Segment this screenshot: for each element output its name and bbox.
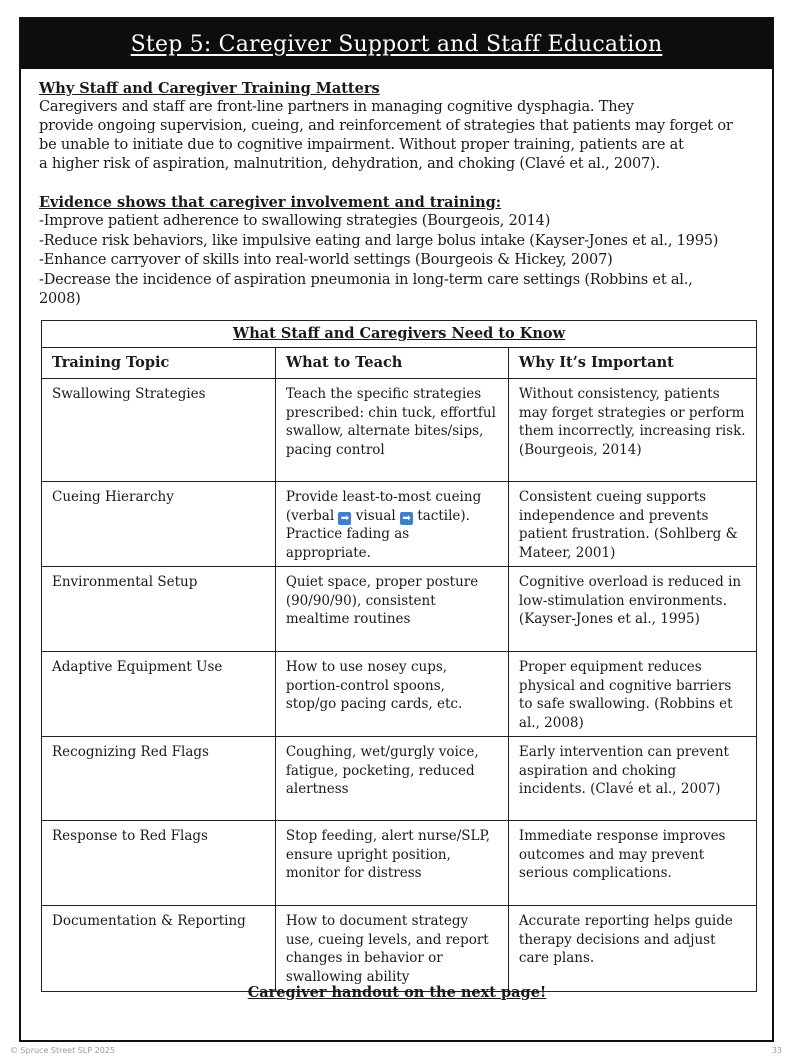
right-arrow-icon: ➡	[338, 512, 351, 525]
evidence-item: -Reduce risk behaviors, like impulsive eating and large bolus intake (Kayser-Jones et al., 1995)	[39, 232, 719, 249]
evidence-item: -Enhance carryover of skills into real-world settings (Bourgeois & Hickey, 2007)	[39, 252, 613, 268]
table-row	[42, 737, 757, 821]
table-row	[42, 567, 757, 652]
evidence-item: 2008)	[39, 291, 81, 307]
teach-part: visual	[355, 507, 396, 524]
handout-note: Caregiver handout on the next page!	[247, 984, 547, 1001]
table-row	[42, 482, 757, 567]
table-row	[42, 821, 757, 906]
why-heading: Why Staff and Caregiver Training Matters	[39, 80, 380, 97]
column-header-why: Why It’s Important	[508, 347, 756, 379]
right-arrow-icon: ➡	[400, 512, 413, 525]
why-cell: Early intervention can prevent aspiration and choking incidents. (Clavé et al., 2007)	[508, 737, 756, 821]
why-cell: Proper equipment reduces physical and cognitive barriers to safe swallowing. (Robbins et al., 2008)	[508, 652, 756, 737]
topic-cell: Recognizing Red Flags	[42, 737, 276, 821]
teach-part: tactile). Practice fading as appropriate.	[285, 507, 470, 561]
topic-cell: Adaptive Equipment Use	[42, 652, 276, 737]
teach-part: Provide least-to-most cueing (verbal	[285, 489, 482, 524]
why-cell: Immediate response improves outcomes and may prevent serious complications.	[508, 821, 756, 906]
topic-cell: Cueing Hierarchy	[42, 482, 276, 567]
topic-cell: Documentation & Reporting	[42, 906, 276, 992]
page-number: 33	[771, 1046, 782, 1055]
teach-cell	[275, 482, 508, 567]
topic-cell: Environmental Setup	[42, 567, 276, 652]
why-cell: Cognitive overload is reduced in low-stimulation environments. (Kayser-Jones et al., 1995)	[508, 567, 756, 652]
why-line-3: be unable to initiate due to cognitive impairment. Without proper training, patients are at	[39, 137, 684, 153]
why-cell: Accurate reporting helps guide therapy decisions and adjust care plans.	[508, 906, 756, 992]
teach-cell: How to document strategy use, cueing levels, and report changes in behavior or swallowing ability	[275, 906, 508, 992]
evidence-heading: Evidence shows that caregiver involvement and training:	[39, 194, 502, 211]
why-cell: Without consistency, patients may forget strategies or perform them incorrectly, increasing risk. (Bourgeois, 2014)	[508, 379, 756, 482]
column-header-teach: What to Teach	[275, 347, 508, 379]
page-frame	[19, 17, 774, 1042]
column-header-topic: Training Topic	[42, 347, 276, 379]
table-row	[42, 906, 757, 992]
page-title: Step 5: Caregiver Support and Staff Education	[130, 31, 663, 57]
copyright-footer: © Spruce Street SLP 2025	[10, 1046, 116, 1055]
table-header-row	[42, 347, 757, 379]
table-row	[42, 652, 757, 737]
why-line-4: a higher risk of aspiration, malnutrition, dehydration, and choking (Clavé et al., 2007).	[39, 156, 660, 172]
teach-cell: Coughing, wet/gurgly voice, fatigue, pocketing, reduced alertness	[275, 737, 508, 821]
evidence-item: -Improve patient adherence to swallowing strategies (Bourgeois, 2014)	[39, 213, 551, 229]
title-bar	[21, 19, 772, 69]
teach-cell: Stop feeding, alert nurse/SLP, ensure upright position, monitor for distress	[275, 821, 508, 906]
evidence-list	[39, 212, 772, 310]
why-line-2: provide ongoing supervision, cueing, and reinforcement of strategies that patients may forget or	[39, 118, 733, 134]
evidence-item: -Decrease the incidence of aspiration pneumonia in long-term care settings (Robbins et al.,	[39, 271, 693, 288]
table-caption: What Staff and Caregivers Need to Know	[42, 321, 757, 348]
why-cell: Consistent cueing supports independence and prevents patient frustration. (Sohlberg & Mateer, 2001)	[508, 482, 756, 567]
table-row	[42, 379, 757, 482]
teach-cell: Teach the specific strategies prescribed: chin tuck, effortful swallow, alternate bites/sips, pacing control	[275, 379, 508, 482]
teach-cell: Quiet space, proper posture (90/90/90), consistent mealtime routines	[275, 567, 508, 652]
topic-cell: Swallowing Strategies	[42, 379, 276, 482]
topic-cell: Response to Red Flags	[42, 821, 276, 906]
content-area	[21, 69, 772, 310]
teach-cell: How to use nosey cups, portion-control spoons, stop/go pacing cards, etc.	[275, 652, 508, 737]
why-line-1: Caregivers and staff are front-line partners in managing cognitive dysphagia. They	[39, 99, 634, 115]
training-table	[41, 320, 757, 992]
